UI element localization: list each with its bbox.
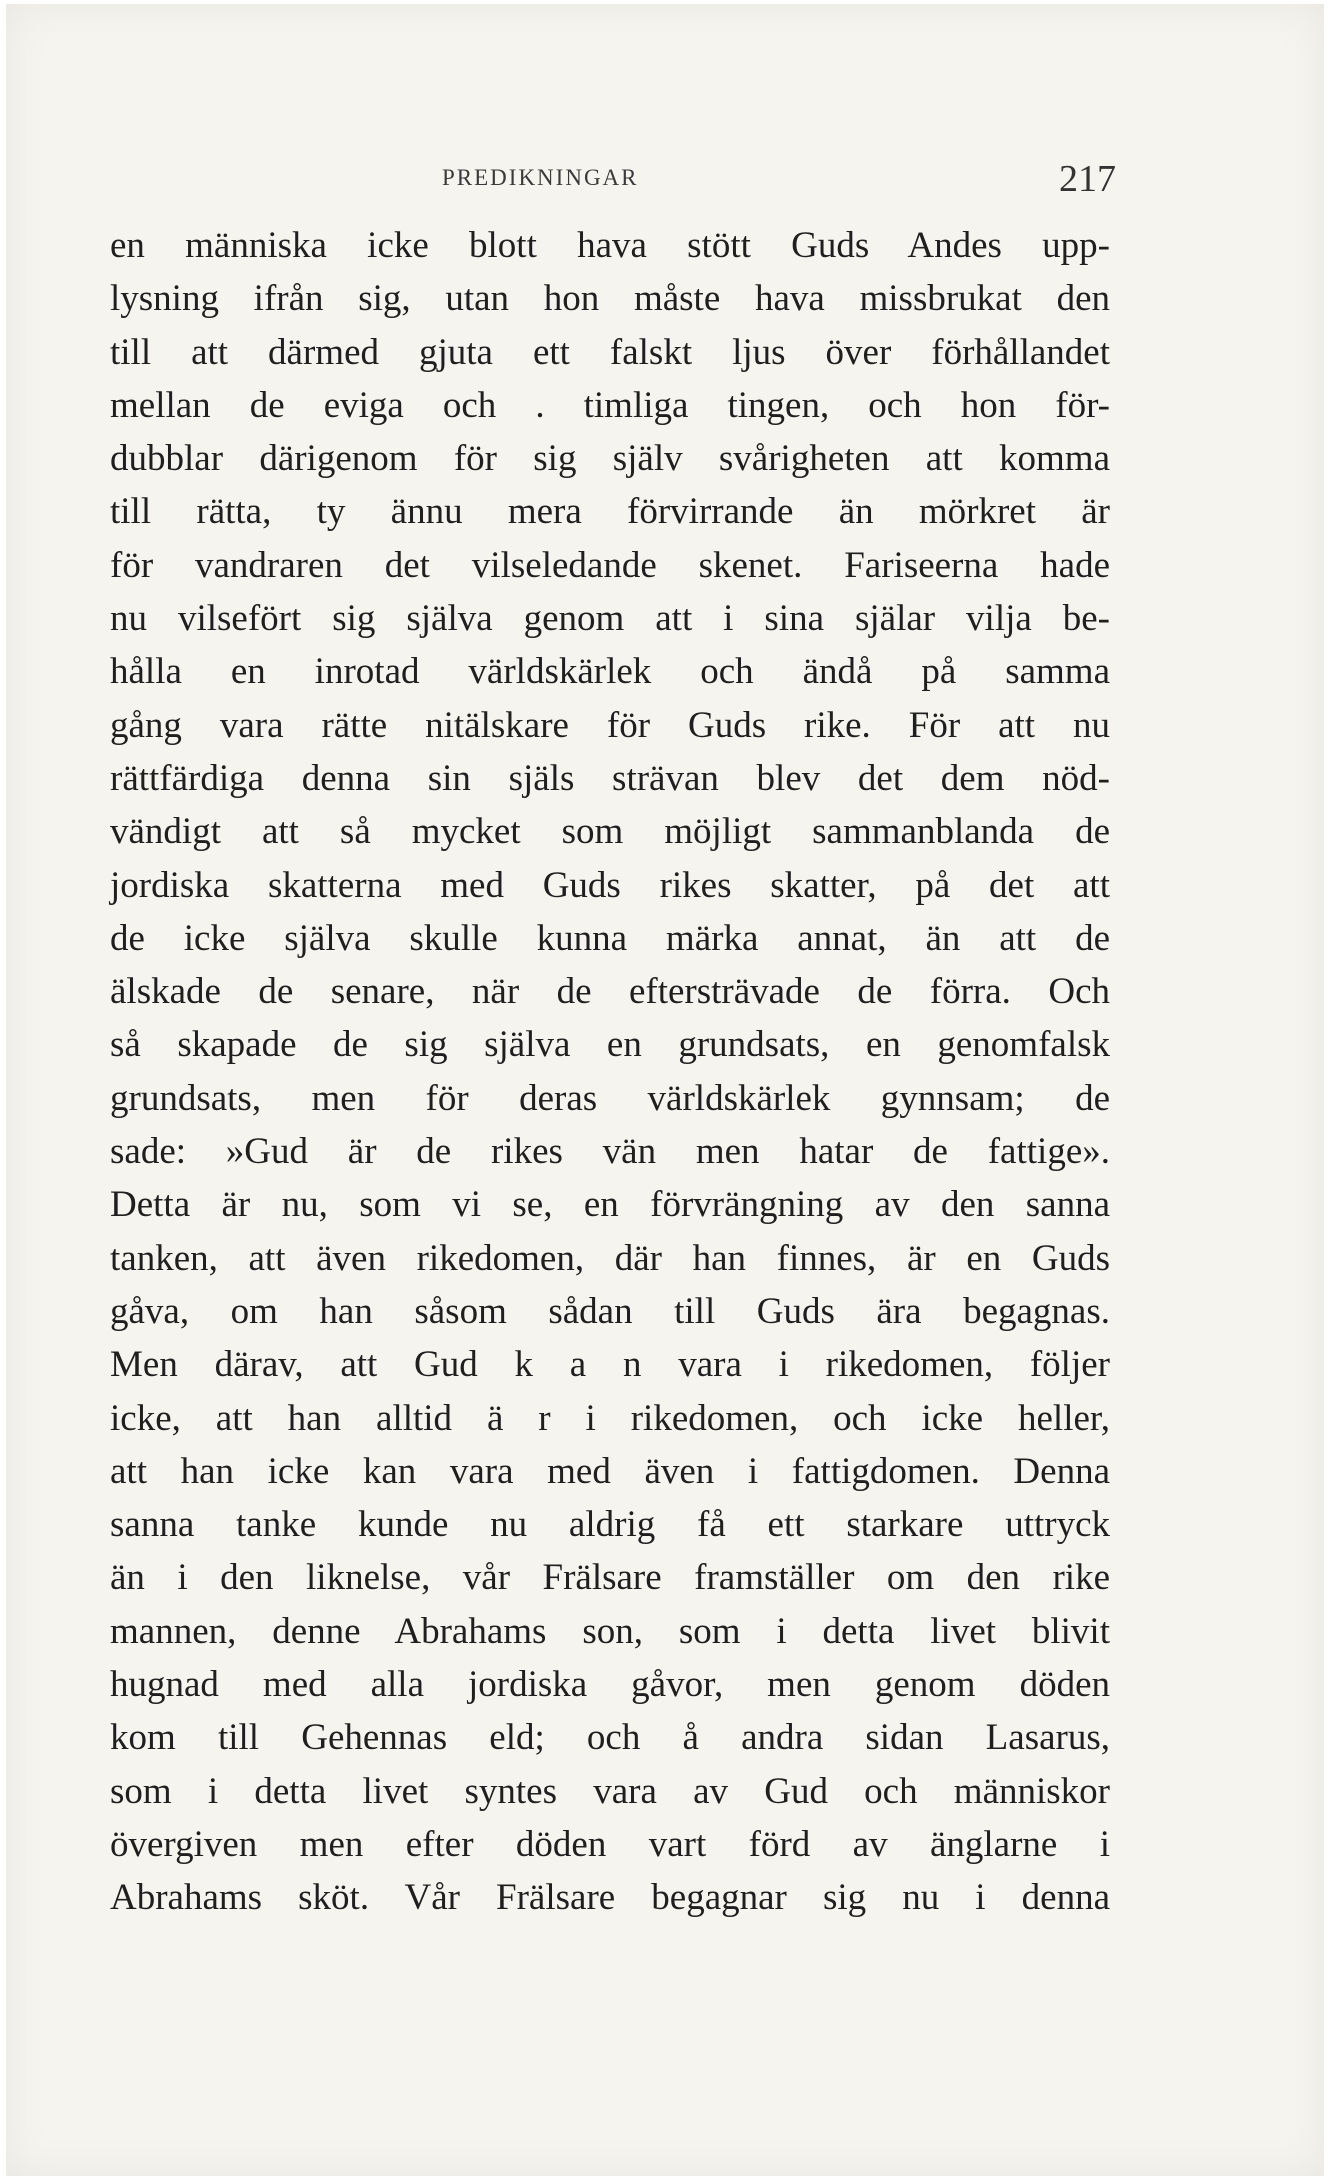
text-line: Abrahams sköt. Vår Frälsare begagnar sig nu i denna xyxy=(110,1877,1110,1919)
page-header xyxy=(104,157,1116,203)
text-line: nu vilsefört sig själva genom att i sina själar vilja be- xyxy=(110,598,1110,640)
text-line: till att därmed gjuta ett falskt ljus över förhållandet xyxy=(110,331,1110,373)
text-line: kom till Gehennas eld; och å andra sidan Lasarus, xyxy=(110,1717,1110,1759)
text-line: mellan de eviga och . timliga tingen, och hon för- xyxy=(110,384,1110,426)
text-line: jordiska skatterna med Guds rikes skatter, på det att xyxy=(110,864,1110,906)
text-line: mannen, denne Abrahams son, som i detta livet blivit xyxy=(110,1610,1110,1652)
text-line: som i detta livet syntes vara av Gud och människor xyxy=(110,1770,1110,1812)
text-line: att han icke kan vara med även i fattigdomen. Denna xyxy=(110,1450,1110,1492)
text-line: till rätta, ty ännu mera förvirrande än mörkret är xyxy=(110,491,1110,533)
book-page xyxy=(6,4,1324,2176)
text-line: Men därav, att Gud k a n vara i rikedomen, följer xyxy=(110,1344,1110,1386)
text-line: älskade de senare, när de eftersträvade de förra. Och xyxy=(110,971,1110,1013)
text-line: så skapade de sig själva en grundsats, en genomfalsk xyxy=(110,1024,1110,1066)
text-line: vändigt att så mycket som möjligt sammanblanda de xyxy=(110,811,1110,853)
text-line: dubblar därigenom för sig själv svårigheten att komma xyxy=(110,438,1110,480)
text-line: sade: »Gud är de rikes vän men hatar de fattige». xyxy=(110,1131,1110,1173)
text-line: gåva, om han såsom sådan till Guds ära begagnas. xyxy=(110,1290,1110,1332)
text-line: Detta är nu, som vi se, en förvrängning av den sanna xyxy=(110,1184,1110,1226)
page-number: 217 xyxy=(1059,158,1116,200)
text-line: sanna tanke kunde nu aldrig få ett starkare uttryck xyxy=(110,1504,1110,1546)
text-line: hugnad med alla jordiska gåvor, men genom döden xyxy=(110,1664,1110,1706)
text-line: rättfärdiga denna sin själs strävan blev det dem nöd- xyxy=(110,757,1110,799)
text-line: för vandraren det vilseledande skenet. Fariseerna hade xyxy=(110,544,1110,586)
text-line: lysning ifrån sig, utan hon måste hava missbrukat den xyxy=(110,278,1110,320)
text-line: icke, att han alltid ä r i rikedomen, och icke heller, xyxy=(110,1397,1110,1439)
text-line: de icke själva skulle kunna märka annat, än att de xyxy=(110,917,1110,959)
text-line: en människa icke blott hava stött Guds Andes upp- xyxy=(110,225,1110,266)
body-text xyxy=(110,219,1110,1925)
text-line: grundsats, men för deras världskärlek gynnsam; de xyxy=(110,1077,1110,1119)
text-line: tanken, att även rikedomen, där han finnes, är en Guds xyxy=(110,1237,1110,1279)
text-line: övergiven men efter döden vart förd av änglarne i xyxy=(110,1823,1110,1865)
text-line: hålla en inrotad världskärlek och ändå på samma xyxy=(110,651,1110,693)
running-title: PREDIKNINGAR xyxy=(442,165,639,190)
text-line: gång vara rätte nitälskare för Guds rike. För att nu xyxy=(110,704,1110,746)
text-line: än i den liknelse, vår Frälsare framställer om den rike xyxy=(110,1557,1110,1599)
